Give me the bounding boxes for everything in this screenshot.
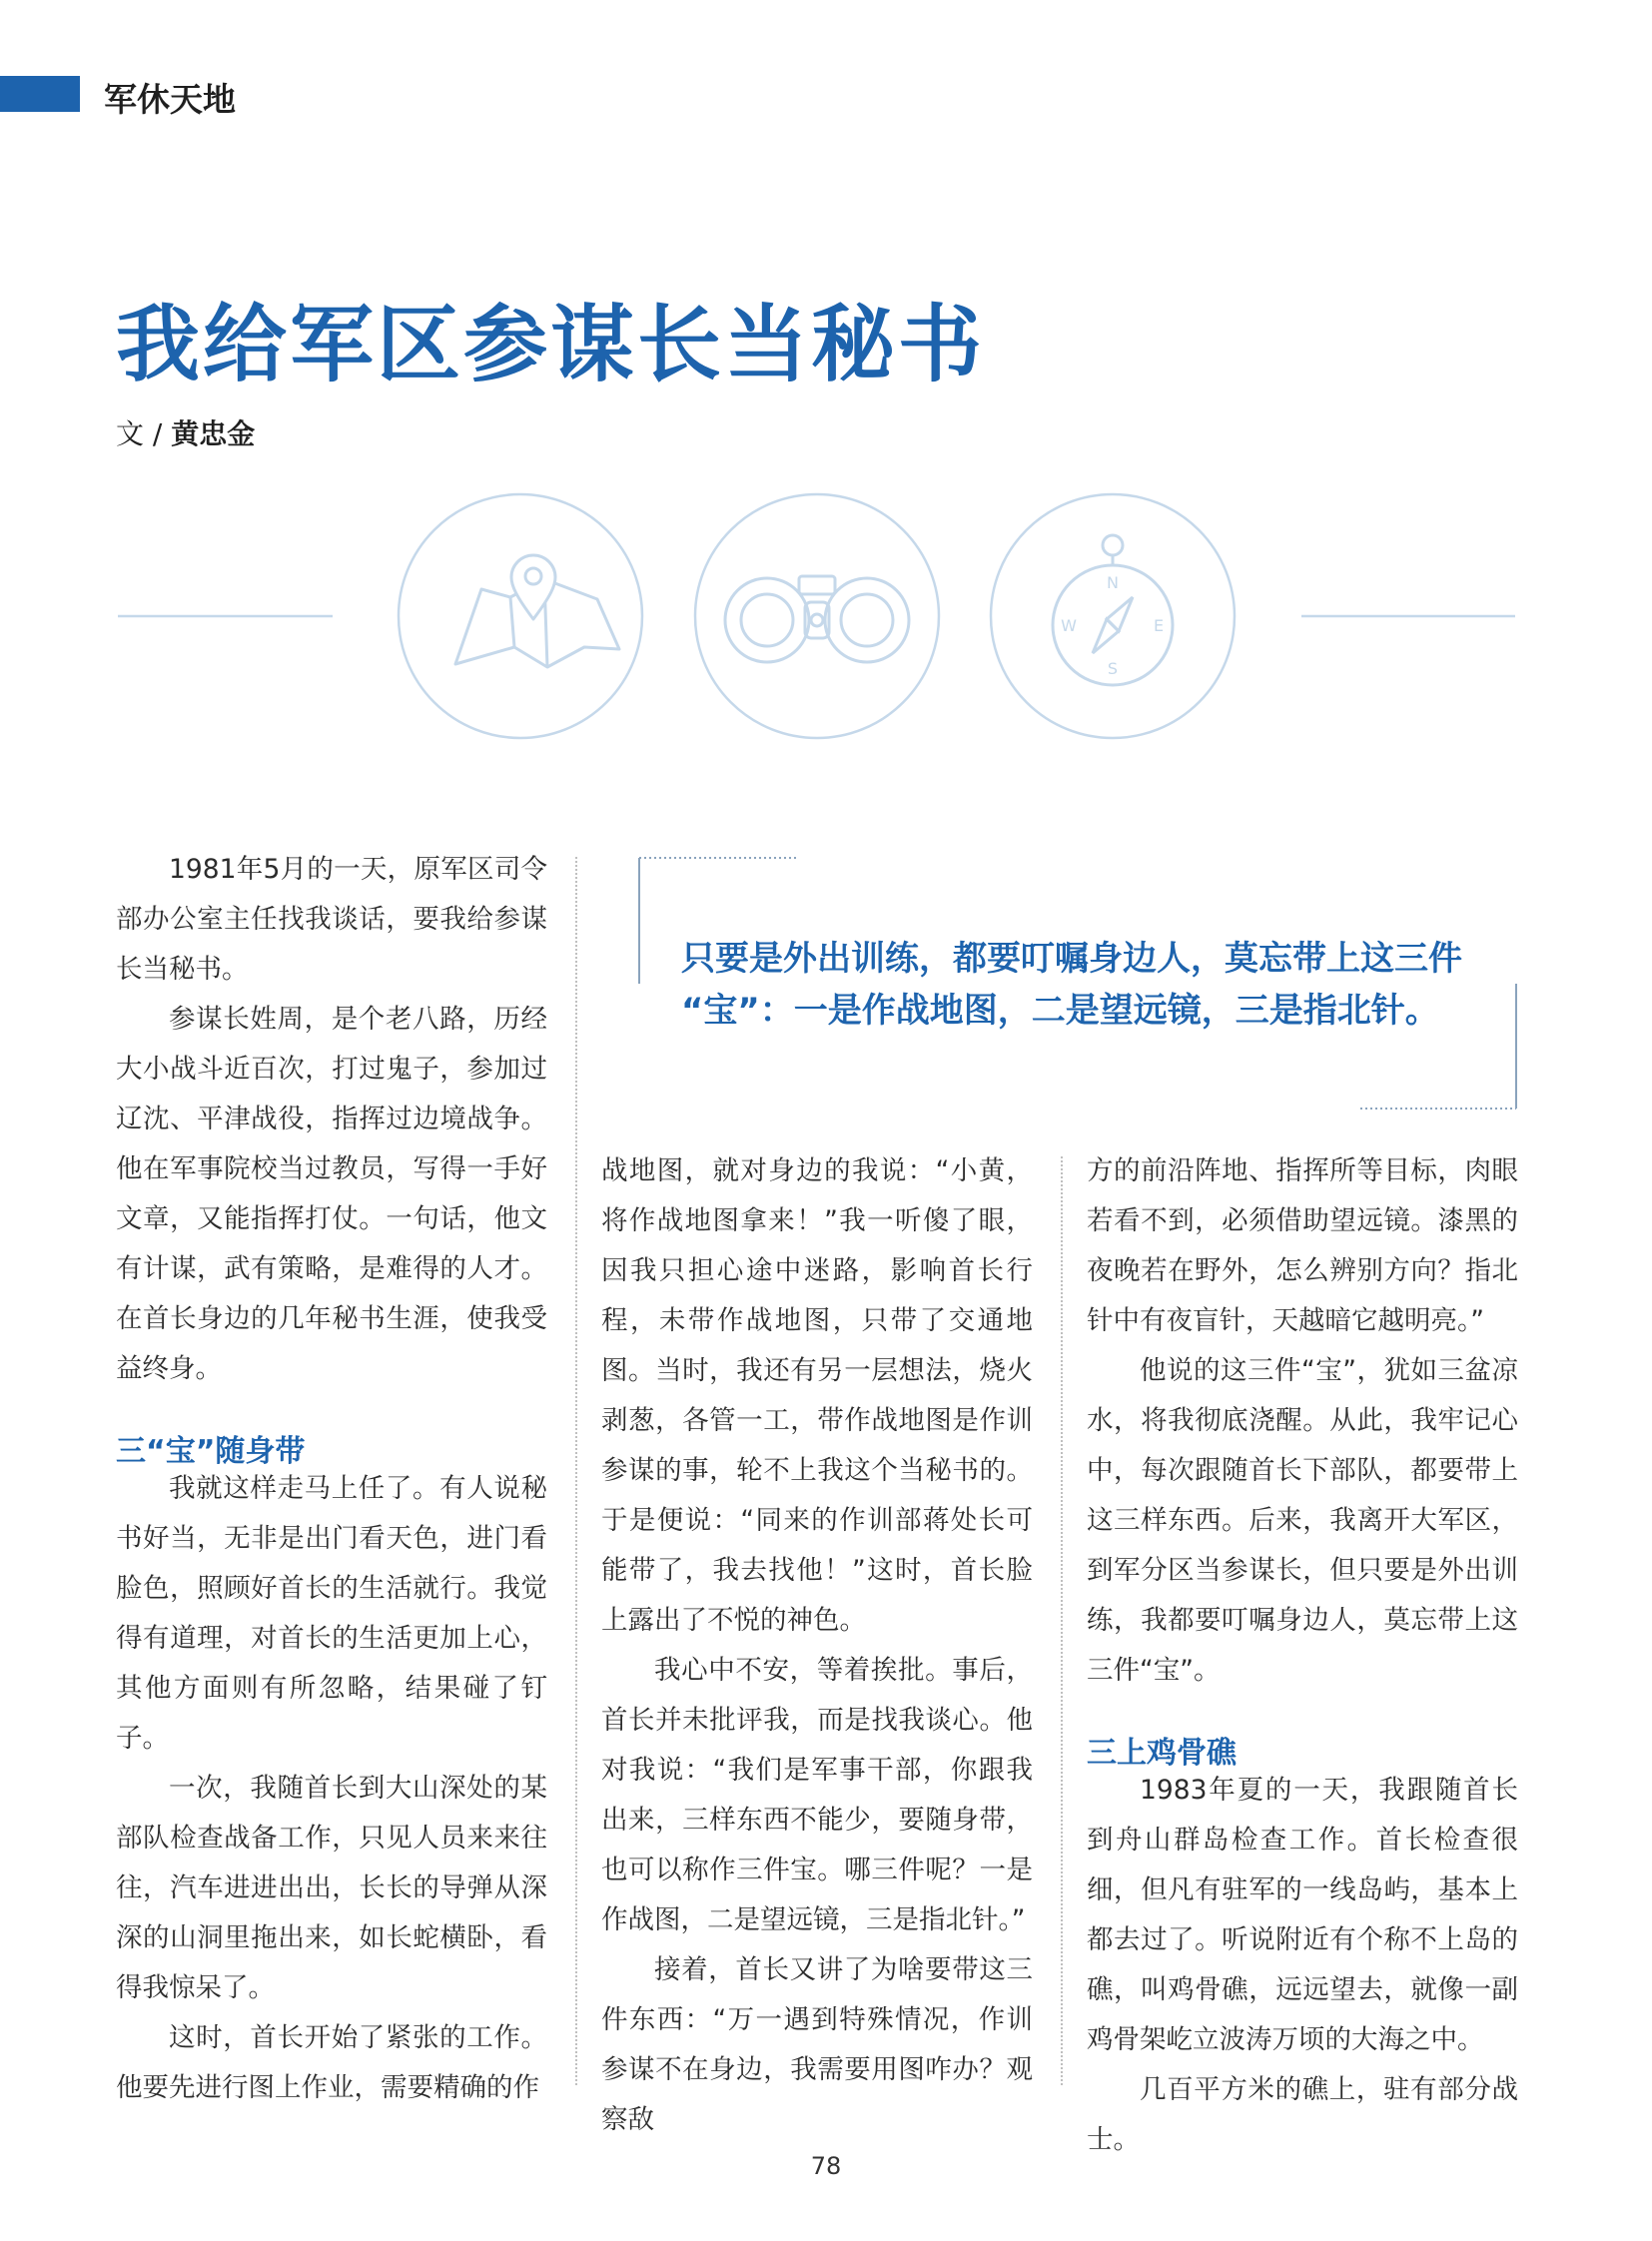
column-1 [116,845,547,2113]
paragraph: 1983年夏的一天，我跟随首长到舟山群岛检查工作。首长检查很细，但凡有驻军的一线岛屿，基本上都去过了。听说附近有个称不上岛的礁，叫鸡骨礁，远远望去，就像一副鸡骨架屹立波涛万顷的大海之中。 [1087,1775,1518,2055]
paragraph: 1981年5月的一天，原军区司令部办公室主任找我谈话，要我给参谋长当秘书。 [116,854,547,985]
section-heading: 三上鸡骨礁 [1087,1736,1237,1771]
paragraph: 方的前沿阵地、指挥所等目标，肉眼若看不到，必须借助望远镜。漆黑的夜晚若在野外，怎么辨别方向？指北针中有夜盲针，天越暗它越明亮。” [1087,1155,1518,1336]
compass-letter-w: W [1061,616,1077,635]
pull-quote-line-2: “宝”：一是作战地图，二是望远镜，三是指北针。 [681,991,1439,1031]
paragraph: 几百平方米的礁上，驻有部分战士。 [1087,2074,1518,2155]
compass-letter-e: E [1153,616,1165,635]
column-2 [601,1146,1033,2145]
byline-prefix: 文 / [116,417,172,450]
paragraph: 他说的这三件“宝”，犹如三盆凉水，将我彻底浇醒。从此，我牢记心中，每次跟随首长下部队，都要带上这三样东西。后来，我离开大军区，到军分区当参谋长，但只要是外出训练，我都要叮嘱身边人，莫忘带上这三件“宝”。 [1087,1355,1518,1686]
pull-quote [681,933,1520,1037]
compass-letter-s: S [1107,659,1119,678]
paragraph: 战地图，就对身边的我说：“小黄，将作战地图拿来！”我一听傻了眼，因我只担心途中迷路，影响首长行程，未带作战地图，只带了交通地图。当时，我还有另一层想法，烧火剥葱，各管一工，带作战地图是作训参谋的事，轮不上我这个当秘书的。于是便说：“同来的作训部蒋处长可能带了，我去找他！”这时，首长脸上露出了不悦的神色。 [601,1155,1033,1636]
article-title: 我给军区参谋长当秘书 [116,296,986,393]
column-divider-2 [1061,1156,1063,2085]
paragraph: 参谋长姓周，是个老八路，历经大小战斗近百次，打过鬼子，参加过辽沈、平津战役，指挥过边境战争。他在军事院校当过教员，写得一手好文章，又能指挥打仗。一句话，他文有计谋，武有策略，是难得的人才。在首长身边的几年秘书生涯，使我受益终身。 [116,1004,547,1384]
page-number: 78 [810,2152,842,2180]
column-3 [1087,1146,1518,2165]
paragraph: 一次，我随首长到大山深处的某部队检查战备工作，只见人员来来往往，汽车进进出出，长长的导弹从深深的山洞里拖出来，如长蛇横卧，看得我惊呆了。 [116,1773,547,2003]
paragraph: 这时，首长开始了紧张的工作。他要先进行图上作业，需要精确的作 [116,2022,547,2103]
compass-letter-n: N [1107,573,1119,592]
pull-quote-line-1: 只要是外出训练，都要叮嘱身边人，莫忘带上这三件 [681,939,1462,979]
paragraph: 我心中不安，等着挨批。事后，首长并未批评我，而是找我谈心。他对我说：“我们是军事干部，你跟我出来，三样东西不能少，要随身带，也可以称作三件宝。哪三件呢？一是作战图，二是望远镜，三是指北针。” [601,1655,1033,1935]
section-heading: 三“宝”随身带 [116,1434,306,1469]
paragraph: 我就这样走马上任了。有人说秘书好当，无非是出门看天色，进门看脸色，照顾好首长的生活就行。我觉得有道理，对首长的生活更加上心，其他方面则有所忽略，结果碰了钉子。 [116,1473,547,1754]
section-label: 军休天地 [104,80,236,119]
column-divider-1 [575,857,577,2085]
author-name: 黄忠金 [171,417,256,450]
paragraph: 接着，首长又讲了为啥要带这三件东西：“万一遇到特殊情况，作训参谋不在身边，我需要用图咋办？观察敌 [601,1954,1033,2135]
